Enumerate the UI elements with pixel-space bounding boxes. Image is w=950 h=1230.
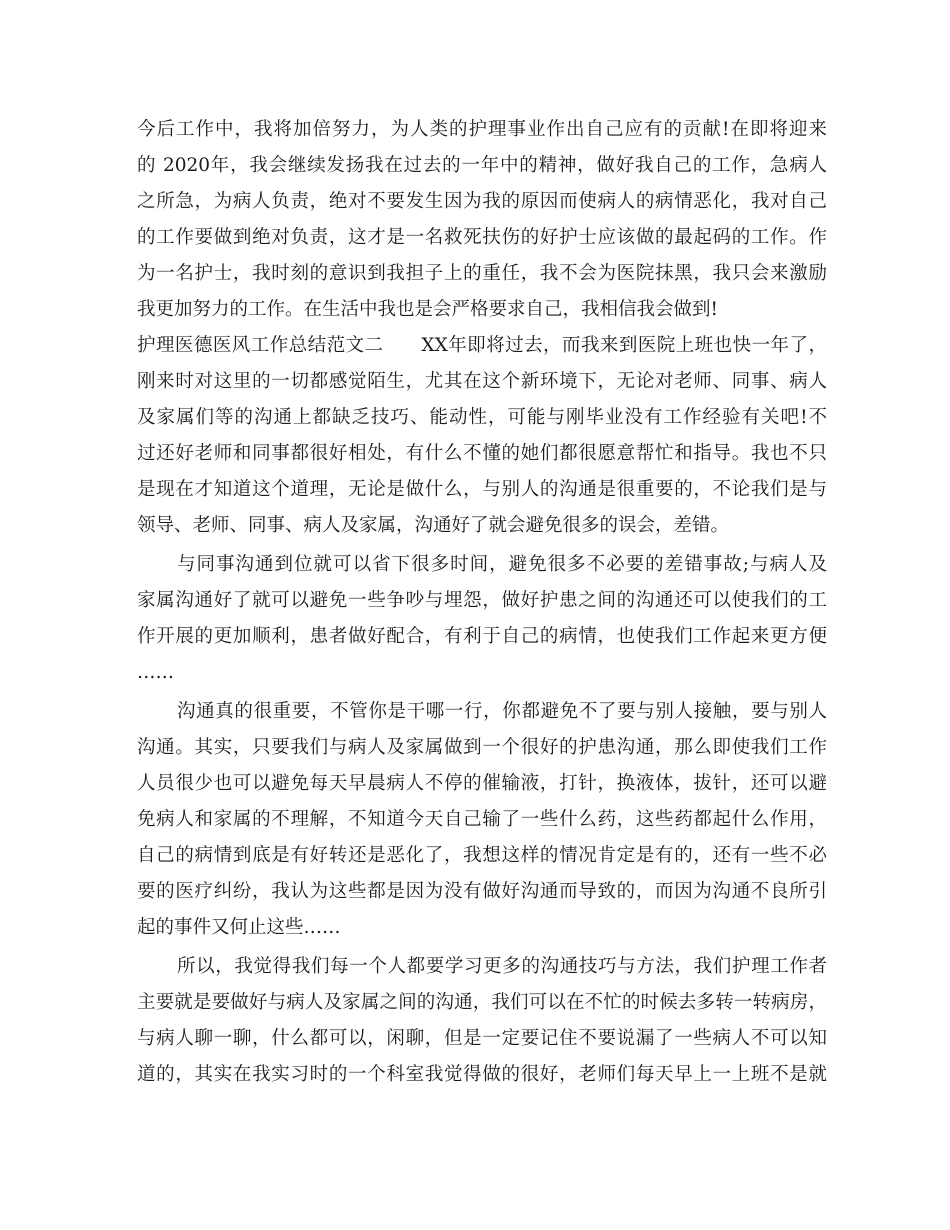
- text-line: 免病人和家属的不理解，不知道今天自己输了一些什么药，这些药都起什么作用，: [137, 809, 827, 830]
- text-line: 之所急，为病人负责，绝对不要发生因为我的原因而使病人的病情恶化，我对自己: [137, 191, 827, 212]
- text-line: 所以，我觉得我们每一个人都要学习更多的沟通技巧与方法，我们护理工作者: [177, 956, 827, 977]
- text-line: 是现在才知道这个道理，无论是做什么，与别人的沟通是很重要的，不论我们是与: [137, 479, 827, 500]
- text-line: 沟通。其实，只要我们与病人及家属做到一个很好的护患沟通，那么即使我们工作: [137, 737, 827, 758]
- text-line: 道的，其实在我实习时的一个科室我觉得做的很好，老师们每天早上一上班不是就: [137, 1064, 827, 1085]
- text-line: 与同事沟通到位就可以省下很多时间，避免很多不必要的差错事故;与病人及: [177, 554, 827, 575]
- text-line: 今后工作中，我将加倍努力，为人类的护理事业作出自己应有的贡献!在即将迎来: [137, 119, 827, 140]
- text-line: 自己的病情到底是有好转还是恶化了，我想这样的情况肯定是有的，还有一些不必: [137, 845, 827, 866]
- text-line: ……: [137, 662, 174, 683]
- text-line: 作开展的更加顺利，患者做好配合，有利于自己的病情，也使我们工作起来更方便: [137, 626, 827, 647]
- text-line: 及家属们等的沟通上都缺乏技巧、能动性，可能与刚毕业没有工作经验有关吧!不: [137, 407, 827, 428]
- text-line: 沟通真的很重要，不管你是干哪一行，你都避免不了要与别人接触，要与别人: [177, 701, 827, 722]
- text-line: 过还好老师和同事都很好相处，有什么不懂的她们都很愿意帮忙和指导。我也不只: [137, 443, 827, 464]
- text-line: 起的事件又何止这些……: [137, 917, 341, 938]
- text-line: 的工作要做到绝对负责，这才是一名救死扶伤的好护士应该做的最起码的工作。作: [137, 227, 827, 248]
- text-line: 的 2020年，我会继续发扬我在过去的一年中的精神，做好我自己的工作，急病人: [137, 155, 827, 176]
- text-line: 主要就是要做好与病人及家属之间的沟通，我们可以在不忙的时候去多转一转病房，: [137, 992, 827, 1013]
- text-line: 刚来时对这里的一切都感觉陌生，尤其在这个新环境下，无论对老师、同事、病人: [137, 371, 827, 392]
- text-line: 人员很少也可以避免每天早晨病人不停的催输液，打针，换液体，拔针，还可以避: [137, 773, 827, 794]
- text-line: 领导、老师、同事、病人及家属，沟通好了就会避免很多的误会，差错。: [137, 515, 730, 536]
- text-line: 与病人聊一聊，什么都可以，闲聊，但是一定要记住不要说漏了一些病人不可以知: [137, 1028, 827, 1049]
- text-line: 我更加努力的工作。在生活中我也是会严格要求自己，我相信我会做到!: [137, 299, 718, 320]
- text-line: 护理医德医风工作总结范文二 XX年即将过去，而我来到医院上班也快一年了，: [137, 335, 827, 356]
- text-line: 为一名护士，我时刻的意识到我担子上的重任，我不会为医院抹黑，我只会来激励: [137, 263, 827, 284]
- text-line: 家属沟通好了就可以避免一些争吵与埋怨，做好护患之间的沟通还可以使我们的工: [137, 590, 827, 611]
- text-line: 要的医疗纠纷，我认为这些都是因为没有做好沟通而导致的，而因为沟通不良所引: [137, 881, 827, 902]
